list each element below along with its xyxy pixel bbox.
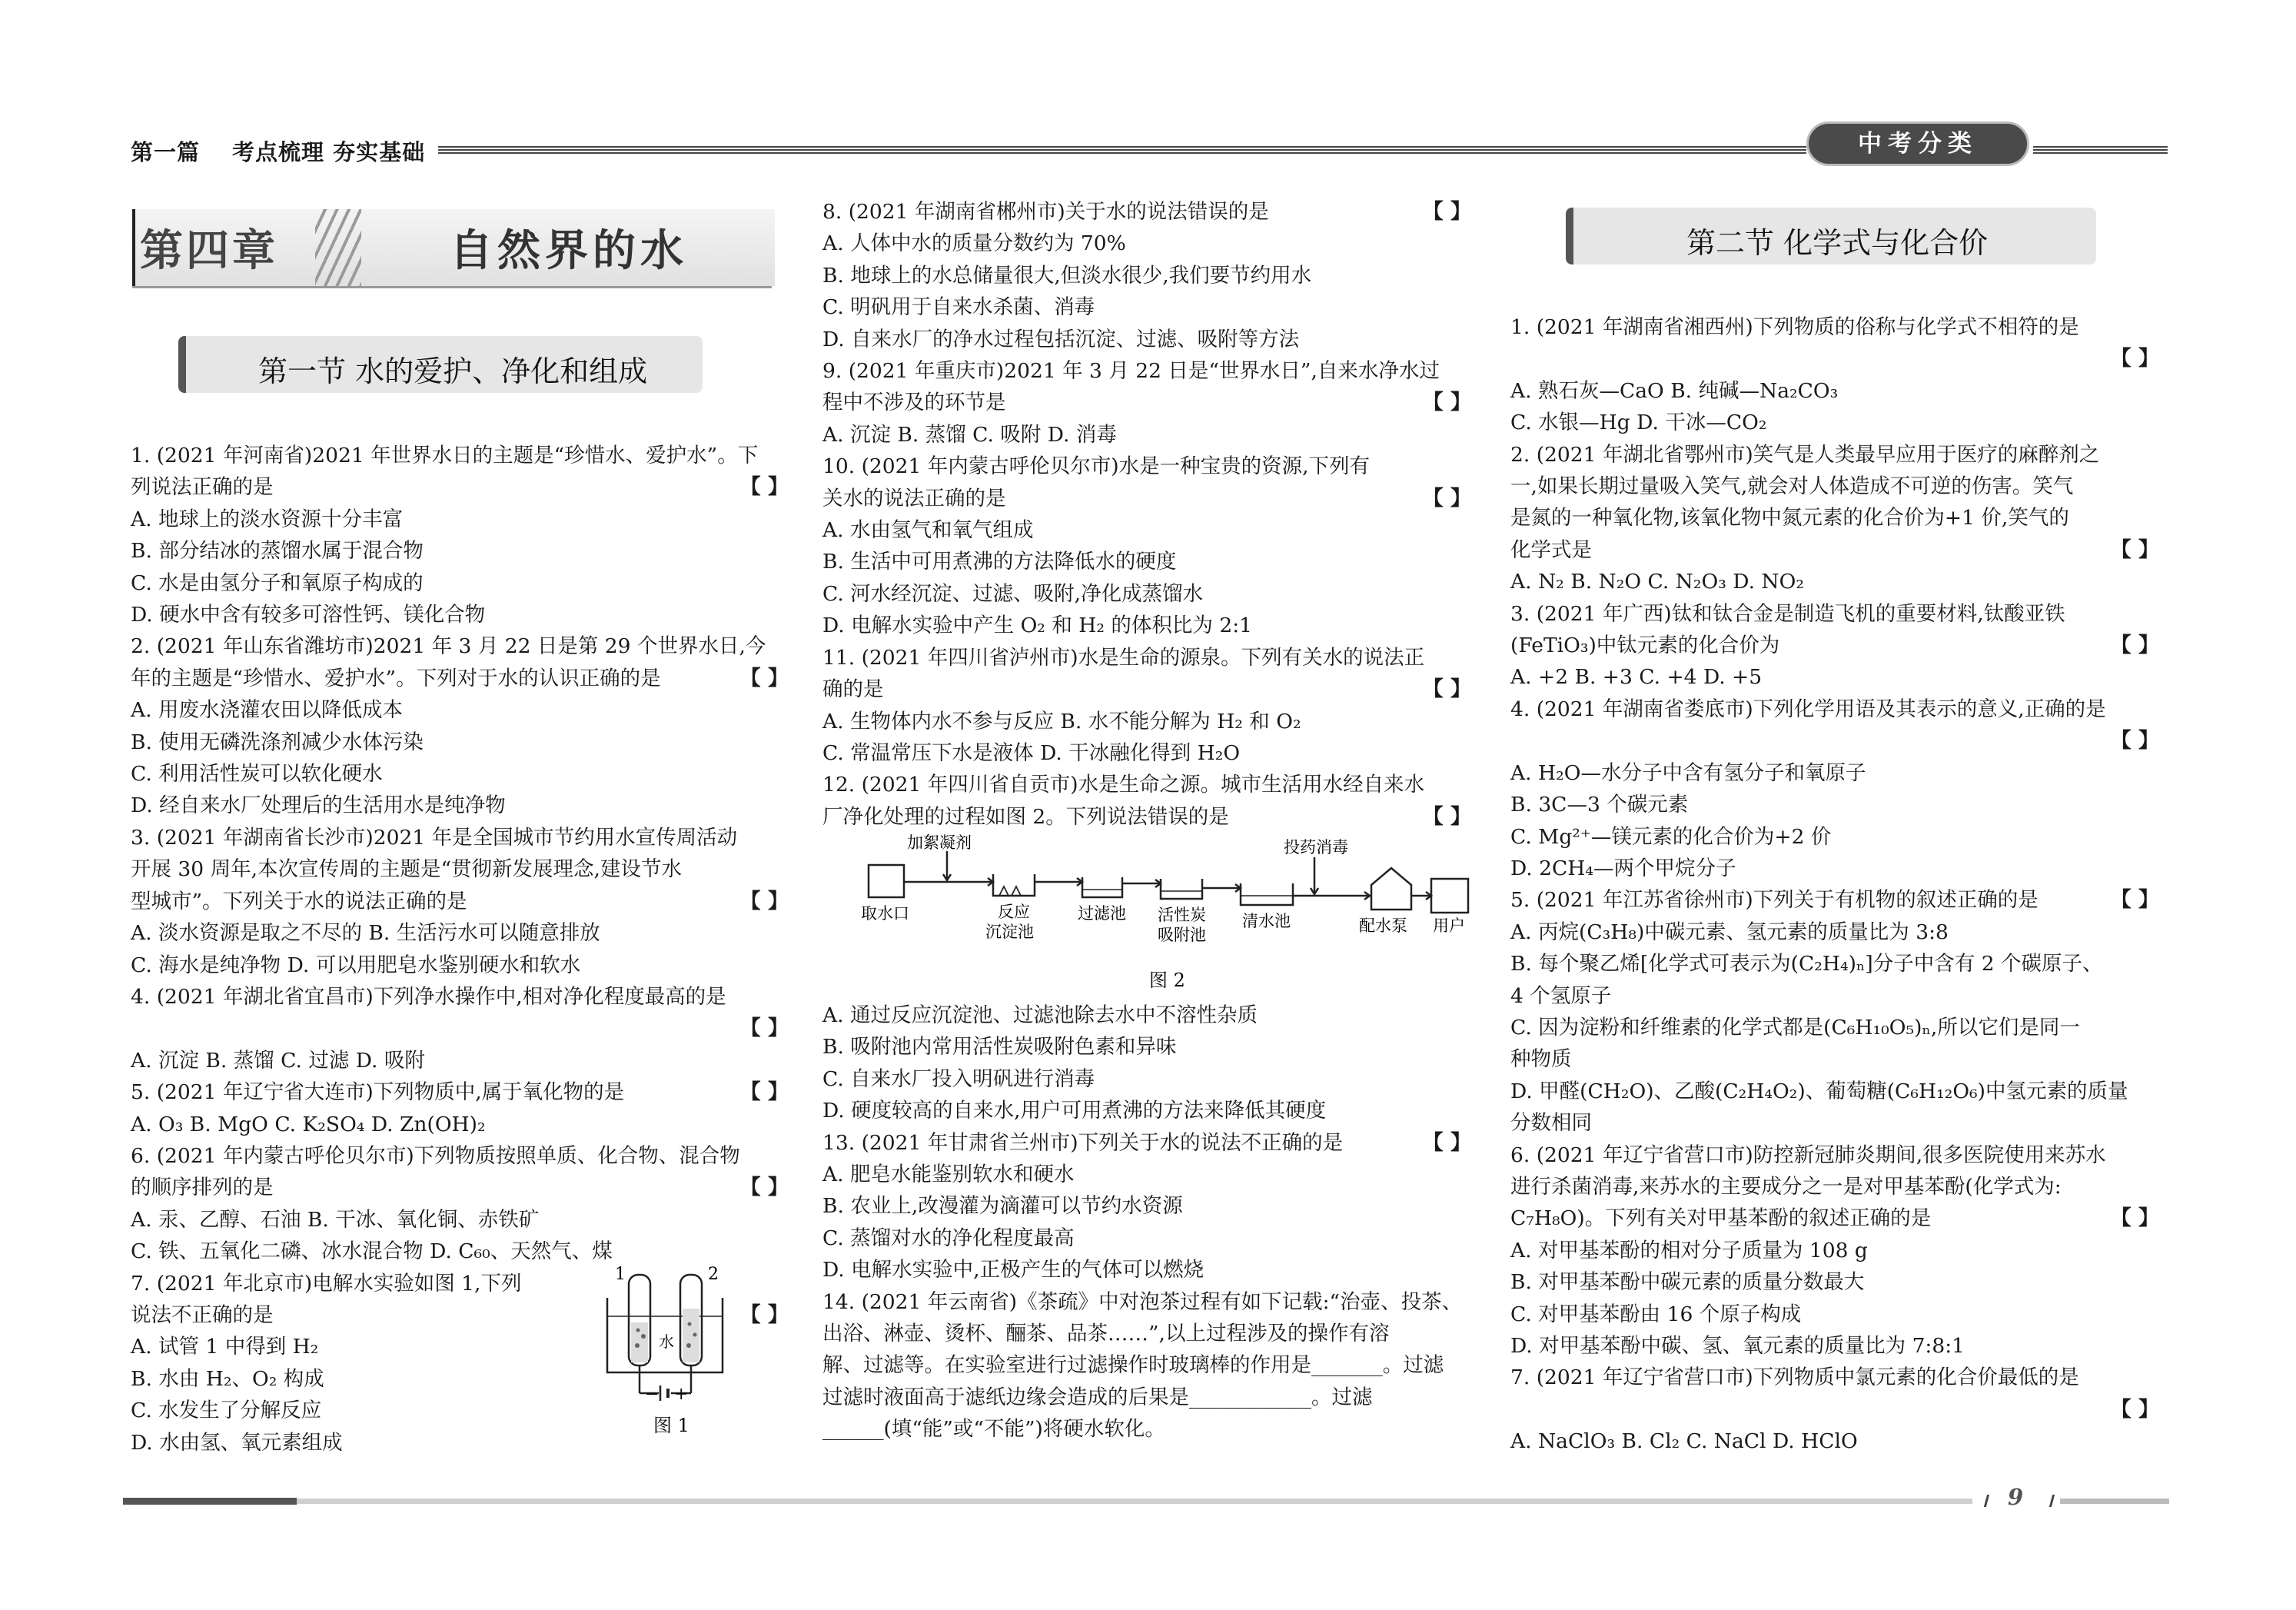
- question-text: B. 部分结冰的蒸馏水属于混合物: [131, 539, 424, 564]
- chapter-number: 第四章: [140, 226, 278, 276]
- coagulant-label: 加絮凝剂: [907, 834, 972, 852]
- question-line: [1510, 980, 2165, 1012]
- question-line: [1510, 853, 2165, 884]
- user-label: 用户: [1433, 916, 1465, 935]
- question-text: 6. (2021 年内蒙古呼伦贝尔市)下列物质按照单质、化合物、混合物: [131, 1143, 740, 1168]
- question-text: B. 对甲基苯酚中碳元素的质量分数最大: [1510, 1270, 1865, 1295]
- question-line: [131, 917, 786, 949]
- answer-bracket: 【 】: [1422, 677, 1471, 702]
- question-text: D. 电解水实验中产生 O₂ 和 H₂ 的体积比为 2:1: [822, 614, 1252, 638]
- negative-terminal: −: [645, 1385, 660, 1404]
- question-text: A. 生物体内水不参与反应 B. 水不能分解为 H₂ 和 O₂: [822, 709, 1301, 733]
- figure-1-caption: 图 1: [653, 1415, 689, 1436]
- question-text: B. 水由 H₂、O₂ 构成: [131, 1366, 324, 1391]
- question-text: 3. (2021 年广西)钛和钛合金是制造飞机的重要材料,钛酸亚铁: [1510, 601, 2065, 626]
- answer-bracket: 【 】: [1422, 486, 1471, 511]
- column-2-questions-bottom: [822, 1000, 1477, 1445]
- question-line: [1510, 407, 2165, 438]
- question-line: [822, 1095, 1477, 1126]
- question-text: 化学式是: [1510, 537, 1592, 562]
- header-rule-tail: [2033, 146, 2168, 154]
- question-line: [1510, 661, 2165, 693]
- question-text: 7. (2021 年北京市)电解水实验如图 1,下列: [131, 1271, 522, 1296]
- question-line: [822, 514, 1477, 546]
- figure-2-caption: 图 2: [1149, 970, 1185, 991]
- question-text: 分数相同: [1510, 1111, 1592, 1136]
- question-line: [822, 387, 1477, 418]
- settling-label-1: 反应: [998, 903, 1030, 921]
- question-line: [131, 981, 786, 1013]
- question-text: C. 铁、五氧化二磷、冰水混合物 D. C₆₀、天然气、煤: [131, 1239, 613, 1264]
- question-line: [131, 790, 786, 821]
- question-line: [131, 822, 786, 853]
- question-text: 列说法正确的是: [131, 475, 274, 500]
- question-line: [822, 483, 1477, 514]
- question-text: C. 水是由氢分子和氧原子构成的: [131, 570, 424, 595]
- question-text: 8. (2021 年湖南省郴州市)关于水的说法错误的是: [822, 200, 1269, 224]
- question-line: [822, 1349, 1477, 1381]
- page-number: 9: [2008, 1484, 2024, 1510]
- question-line: [1510, 757, 2165, 789]
- question-line: [822, 355, 1477, 387]
- question-line: [1510, 1203, 2165, 1234]
- question-text: 型城市”。下列关于水的说法正确的是: [131, 889, 467, 913]
- question-text: 5. (2021 年江苏省徐州市)下列关于有机物的叙述正确的是: [1510, 888, 2038, 913]
- answer-bracket: 【 】: [2110, 634, 2159, 658]
- question-text: C. Mg²⁺—镁元素的化合价为+2 价: [1510, 824, 1832, 849]
- section-title-2: 第二节 化学式与化合价: [1686, 226, 1989, 260]
- tube-2-water: [683, 1309, 699, 1362]
- question-line: [131, 727, 786, 758]
- question-line: [131, 1140, 786, 1172]
- answer-bracket: 【 】: [1422, 391, 1471, 415]
- question-line: [822, 1031, 1477, 1063]
- question-text: B. 每个聚乙烯[化学式可表示为(C₂H₄)ₙ]分子中含有 2 个碳原子、: [1510, 952, 2103, 976]
- question-text: 9. (2021 年重庆市)2021 年 3 月 22 日是“世界水日”,自来水净水过: [822, 359, 1440, 384]
- footer-bar-right: [2060, 1499, 2169, 1504]
- question-text: A. NaClO₃ B. Cl₂ C. NaCl D. HClO: [1510, 1429, 1858, 1454]
- carbon-label-1: 活性炭: [1158, 906, 1206, 924]
- question-text: B. 地球上的水总储量很大,但淡水很少,我们要节约用水: [822, 263, 1312, 288]
- question-line: [1510, 311, 2165, 343]
- carbon-tank: [1161, 879, 1202, 899]
- question-text: A. 沉淀 B. 蒸馏 C. 过滤 D. 吸附: [131, 1048, 425, 1073]
- question-line: [131, 630, 786, 662]
- question-text: C. 常温常压下水是液体 D. 干冰融化得到 H₂O: [822, 740, 1241, 765]
- question-text: C. 水发生了分解反应: [131, 1399, 322, 1423]
- filter-tank: [1082, 877, 1122, 897]
- header-rule: [438, 146, 1806, 154]
- question-text: 说法不正确的是: [131, 1302, 274, 1327]
- answer-bracket: 【 】: [739, 1016, 789, 1041]
- intake-box: [869, 865, 904, 897]
- question-line: [1510, 725, 2165, 757]
- question-text: 12. (2021 年四川省自贡市)水是生命之源。城市生活用水经自来水: [822, 773, 1425, 797]
- question-line: [1510, 1394, 2165, 1425]
- footer-tick-left: [1984, 1495, 1989, 1507]
- question-text: A. 淡水资源是取之不尽的 B. 生活污水可以随意排放: [131, 921, 600, 946]
- question-text: A. 对甲基苯酚的相对分子质量为 108 g: [1510, 1238, 1868, 1262]
- tube-1-label: 1: [615, 1265, 626, 1284]
- section-title-1: 第一节 水的爱护、净化和组成: [258, 354, 648, 388]
- question-line: [1510, 502, 2165, 534]
- question-text: 4 个氢原子: [1510, 983, 1612, 1008]
- question-line: [822, 674, 1477, 705]
- question-text: 年的主题是“珍惜水、爱护水”。下列对于水的认识正确的是: [131, 666, 661, 690]
- question-line: [822, 1382, 1477, 1413]
- question-text: D. 硬度较高的自来水,用户可用煮沸的方法来降低其硬度: [822, 1099, 1327, 1123]
- question-line: [822, 1063, 1477, 1095]
- answer-bracket: 【 】: [739, 475, 789, 500]
- intake-label: 取水口: [861, 904, 909, 923]
- question-text: 7. (2021 年辽宁省营口市)下列物质中氯元素的化合价最低的是: [1510, 1366, 2079, 1390]
- question-text: 的顺序排列的是: [131, 1176, 274, 1200]
- question-text: 出浴、淋壶、烫杯、酾茶、品茶……”,以上过程涉及的操作有溶: [822, 1322, 1390, 1346]
- question-line: [1510, 534, 2165, 566]
- question-line: [1510, 789, 2165, 820]
- question-text: A. 熟石灰—CaO B. 纯碱—Na₂CO₃: [1510, 378, 1839, 403]
- tube-1-water: [631, 1322, 648, 1362]
- running-header: [131, 135, 457, 167]
- question-text: 14. (2021 年云南省)《茶疏》中对泡茶过程有如下记载:“治壶、投茶、: [822, 1289, 1463, 1314]
- question-line: [822, 1286, 1477, 1318]
- figure-2-water-treatment: [861, 834, 1491, 996]
- question-line: [1510, 1107, 2165, 1139]
- question-line: [1510, 375, 2165, 407]
- filter-label: 过滤池: [1078, 904, 1126, 923]
- question-text: 进行杀菌消毒,来苏水的主要成分之一是对甲基苯酚(化学式为:: [1510, 1174, 2062, 1199]
- question-text: B. 使用无磷洗涤剂减少水体污染: [131, 730, 424, 754]
- question-text: A. +2 B. +3 C. +4 D. +5: [1510, 665, 1763, 690]
- question-line: [131, 1076, 789, 1108]
- question-text: 3. (2021 年湖南省长沙市)2021 年是全国城市节约用水宣传周活动: [131, 825, 738, 850]
- question-line: [131, 471, 789, 503]
- question-line: [1510, 916, 2165, 948]
- question-line: [131, 1045, 786, 1076]
- question-line: [1510, 439, 2165, 471]
- question-line: [131, 758, 786, 790]
- question-line: [822, 578, 1477, 610]
- question-line: [822, 769, 1477, 800]
- question-line: [822, 706, 1477, 737]
- question-line: [1510, 630, 2165, 661]
- question-line: [822, 1127, 1477, 1159]
- question-text: A. 地球上的淡水资源十分丰富: [131, 507, 403, 531]
- question-text: 厂净化处理的过程如图 2。下列说法错误的是: [822, 804, 1229, 829]
- question-text: C. 利用活性炭可以软化硬水: [131, 762, 383, 787]
- question-line: [822, 324, 1477, 355]
- answer-bracket: 【 】: [2110, 729, 2159, 753]
- question-line: [822, 451, 1477, 482]
- question-text: 4. (2021 年湖南省娄底市)下列化学用语及其表示的意义,正确的是: [1510, 697, 2106, 721]
- answer-bracket: 【 】: [739, 889, 789, 913]
- user-box: [1431, 879, 1468, 913]
- question-text: A. H₂O—水分子中含有氢分子和氧原子: [1510, 760, 1866, 785]
- question-line: [822, 642, 1477, 674]
- carbon-label-2: 吸附池: [1158, 926, 1206, 944]
- question-line: [1510, 1425, 2165, 1457]
- footer-bar-light: [297, 1499, 1972, 1504]
- question-line: [822, 291, 1477, 323]
- question-text: D. 经自来水厂处理后的生活用水是纯净物: [131, 793, 506, 818]
- footer-bar-dark: [123, 1498, 297, 1505]
- question-line: [822, 196, 1477, 228]
- question-line: [1510, 1012, 2165, 1043]
- question-line: [131, 1013, 789, 1044]
- footer-tick-right: [2049, 1495, 2055, 1507]
- question-text: (FeTiO₃)中钛元素的化合价为: [1510, 634, 1780, 658]
- figure-1-electrolysis: [596, 1261, 742, 1453]
- question-text: D. 自来水厂的净水过程包括沉淀、过滤、吸附等方法: [822, 327, 1300, 351]
- question-text: C. 自来水厂投入明矾进行消毒: [822, 1066, 1095, 1091]
- question-text: D. 硬水中含有较多可溶性钙、镁化合物: [131, 603, 486, 627]
- question-line: [1510, 948, 2165, 980]
- question-text: 4. (2021 年湖北省宜昌市)下列净水操作中,相对净化程度最高的是: [131, 984, 726, 1009]
- question-line: [1510, 821, 2165, 853]
- question-text: 1. (2021 年湖南省湘西州)下列物质的俗称与化学式不相符的是: [1510, 315, 2079, 339]
- question-text: 开展 30 周年,本次宣传周的主题是“贯彻新发展理念,建设节水: [131, 857, 682, 882]
- question-text: 2. (2021 年湖北省鄂州市)笑气是人类最早应用于医疗的麻醉剂之: [1510, 442, 2100, 467]
- answer-bracket: 【 】: [2110, 1397, 2159, 1422]
- question-text: C. 对甲基苯酚由 16 个原子构成: [1510, 1302, 1802, 1326]
- question-line: [131, 1172, 789, 1203]
- question-line: [131, 853, 786, 885]
- question-line: [1510, 1171, 2165, 1203]
- question-text: 5. (2021 年辽宁省大连市)下列物质中,属于氧化物的是: [131, 1080, 625, 1105]
- question-text: 解、过滤等。在实验室进行过滤操作时玻璃棒的作用是_______。过滤: [822, 1353, 1444, 1378]
- question-text: D. 水由氢、氧元素组成: [131, 1430, 343, 1455]
- question-text: 程中不涉及的环节是: [822, 391, 1006, 415]
- question-line: [1510, 1299, 2165, 1330]
- water-label: 水: [659, 1332, 674, 1351]
- question-line: [131, 663, 789, 694]
- question-line: [822, 1413, 1477, 1445]
- answer-bracket: 【 】: [1422, 804, 1471, 829]
- question-text: 10. (2021 年内蒙古呼伦贝尔市)水是一种宝贵的资源,下列有: [822, 454, 1371, 479]
- question-text: B. 生活中可用煮沸的方法降低水的硬度: [822, 550, 1177, 574]
- question-text: D. 2CH₄—两个甲烷分子: [1510, 856, 1736, 880]
- question-line: [822, 546, 1477, 577]
- question-line: [822, 260, 1477, 291]
- question-line: [131, 535, 786, 567]
- question-line: [131, 567, 786, 599]
- question-text: 关水的说法正确的是: [822, 486, 1006, 511]
- question-text: 13. (2021 年甘肃省兰州市)下列关于水的说法不正确的是: [822, 1130, 1344, 1155]
- question-line: [822, 1190, 1477, 1222]
- pump-label: 配水泵: [1359, 916, 1407, 935]
- question-line: [131, 694, 786, 726]
- question-text: 一,如果长期过量吸入笑气,就会对人体造成不可逆的伤害。笑气: [1510, 474, 2074, 499]
- answer-bracket: 【 】: [739, 666, 789, 690]
- question-text: A. N₂ B. N₂O C. N₂O₃ D. NO₂: [1510, 570, 1804, 594]
- question-text: A. 沉淀 B. 蒸馏 C. 吸附 D. 消毒: [822, 422, 1117, 447]
- answer-bracket: 【 】: [2110, 1206, 2159, 1231]
- part-title: 考点梳理 夯实基础: [232, 139, 426, 165]
- tube-2-label: 2: [708, 1265, 719, 1284]
- question-text: C. 河水经沉淀、过滤、吸附,净化成蒸馏水: [822, 581, 1204, 606]
- question-line: [822, 1318, 1477, 1349]
- pump-house: [1371, 868, 1411, 910]
- question-line: [131, 886, 789, 917]
- chapter-divider-stripes: [315, 209, 361, 286]
- question-line: [131, 1109, 786, 1140]
- question-text: B. 3C—3 个碳元素: [1510, 793, 1689, 817]
- question-text: D. 对甲基苯酚中碳、氢、氧元素的质量比为 7:8:1: [1510, 1334, 1965, 1358]
- question-text: C. 蒸馏对水的净化程度最高: [822, 1226, 1075, 1250]
- question-line: [1510, 1043, 2165, 1075]
- question-line: [131, 950, 786, 981]
- chapter-title: 自然界的水: [450, 226, 688, 276]
- question-text: 11. (2021 年四川省泸州市)水是生命的源泉。下列有关水的说法正: [822, 645, 1425, 670]
- positive-terminal: +: [674, 1385, 689, 1404]
- disinfect-label: 投药消毒: [1284, 838, 1348, 857]
- answer-bracket: 【 】: [2110, 347, 2159, 371]
- question-text: 种物质: [1510, 1047, 1572, 1072]
- question-text: A. 通过反应沉淀池、过滤池除去水中不溶性杂质: [822, 1003, 1258, 1027]
- question-line: [1510, 1139, 2165, 1171]
- question-line: [822, 1254, 1477, 1286]
- question-line: [822, 1000, 1477, 1031]
- question-line: [822, 1159, 1477, 1190]
- question-text: 6. (2021 年辽宁省营口市)防控新冠肺炎期间,很多医院使用来苏水: [1510, 1143, 2106, 1167]
- question-line: [1510, 1330, 2165, 1362]
- question-text: ______(填“能”或“不能”)将硬水软化。: [822, 1417, 1165, 1442]
- question-line: [131, 1204, 786, 1236]
- question-text: B. 吸附池内常用活性炭吸附色素和异味: [822, 1035, 1177, 1059]
- question-line: [131, 599, 786, 630]
- question-text: 2. (2021 年山东省潍坊市)2021 年 3 月 22 日是第 29 个世界水日,今: [131, 634, 766, 659]
- answer-bracket: 【 】: [1422, 1130, 1471, 1155]
- answer-bracket: 【 】: [739, 1176, 789, 1200]
- question-text: D. 电解水实验中,正极产生的气体可以燃烧: [822, 1258, 1204, 1282]
- column-2-questions-top: [822, 196, 1477, 833]
- question-line: [822, 419, 1477, 451]
- question-text: A. 汞、乙醇、石油 B. 干冰、氧化铜、赤铁矿: [131, 1207, 540, 1232]
- question-text: A. 肥皂水能鉴别软水和硬水: [822, 1163, 1075, 1187]
- question-line: [822, 228, 1477, 259]
- question-line: [1510, 1362, 2165, 1393]
- question-text: D. 甲醛(CH₂O)、乙酸(C₂H₄O₂)、葡萄糖(C₆H₁₂O₆)中氢元素的质量: [1510, 1079, 2128, 1103]
- answer-bracket: 【 】: [2110, 537, 2159, 562]
- answer-bracket: 【 】: [739, 1302, 789, 1327]
- settling-label-2: 沉淀池: [985, 923, 1034, 941]
- part-label: 第一篇: [131, 139, 201, 165]
- question-text: C. 水银—Hg D. 干冰—CO₂: [1510, 411, 1767, 435]
- question-text: C. 因为淀粉和纤维素的化学式都是(C₆H₁₀O₅)ₙ,所以它们是同一: [1510, 1015, 2080, 1040]
- question-text: 1. (2021 年河南省)2021 年世界水日的主题是“珍惜水、爱护水”。下: [131, 444, 759, 467]
- question-line: [131, 440, 786, 471]
- question-line: [1510, 1235, 2165, 1266]
- question-line: [822, 610, 1477, 641]
- question-line: [822, 801, 1477, 833]
- question-text: B. 农业上,改漫灌为滴灌可以节约水资源: [822, 1194, 1183, 1219]
- answer-bracket: 【 】: [2110, 888, 2159, 913]
- question-text: C₇H₈O)。下列有关对甲基苯酚的叙述正确的是: [1510, 1206, 1932, 1231]
- answer-bracket: 【 】: [739, 1080, 789, 1105]
- question-line: [1510, 598, 2165, 630]
- question-text: A. 试管 1 中得到 H₂: [131, 1335, 319, 1359]
- question-text: A. 水由氢气和氧气组成: [822, 518, 1034, 543]
- question-line: [1510, 1266, 2165, 1298]
- clear-tank-label: 清水池: [1242, 912, 1291, 930]
- question-text: 是氮的一种氧化物,该氧化物中氮元素的化合价为+1 价,笑气的: [1510, 506, 2069, 531]
- question-line: [1510, 884, 2165, 916]
- category-badge: 中考分类: [1806, 121, 2029, 166]
- answer-bracket: 【 】: [1422, 200, 1471, 224]
- question-line: [1510, 694, 2165, 725]
- question-line: [131, 504, 786, 535]
- question-text: 确的是: [822, 677, 884, 702]
- question-line: [1510, 343, 2165, 374]
- question-text: A. 用废水浇灌农田以降低成本: [131, 698, 403, 723]
- question-text: A. 人体中水的质量分数约为 70%: [822, 231, 1126, 256]
- question-text: A. 丙烷(C₃H₈)中碳元素、氢元素的质量比为 3:8: [1510, 920, 1949, 944]
- clear-tank: [1241, 883, 1293, 905]
- question-line: [1510, 471, 2165, 502]
- question-text: A. O₃ B. MgO C. K₂SO₄ D. Zn(OH)₂: [131, 1112, 486, 1136]
- question-text: C. 明矾用于自来水杀菌、消毒: [822, 295, 1095, 320]
- question-text: C. 海水是纯净物 D. 可以用肥皂水鉴别硬水和软水: [131, 953, 581, 977]
- column-3-questions: [1510, 311, 2165, 1458]
- question-line: [822, 737, 1477, 769]
- question-line: [1510, 566, 2165, 597]
- question-line: [1510, 1076, 2165, 1107]
- question-text: 过滤时液面高于滤纸边缘会造成的后果是____________。过滤: [822, 1385, 1373, 1409]
- question-line: [822, 1222, 1477, 1254]
- chapter-underline: [132, 286, 772, 288]
